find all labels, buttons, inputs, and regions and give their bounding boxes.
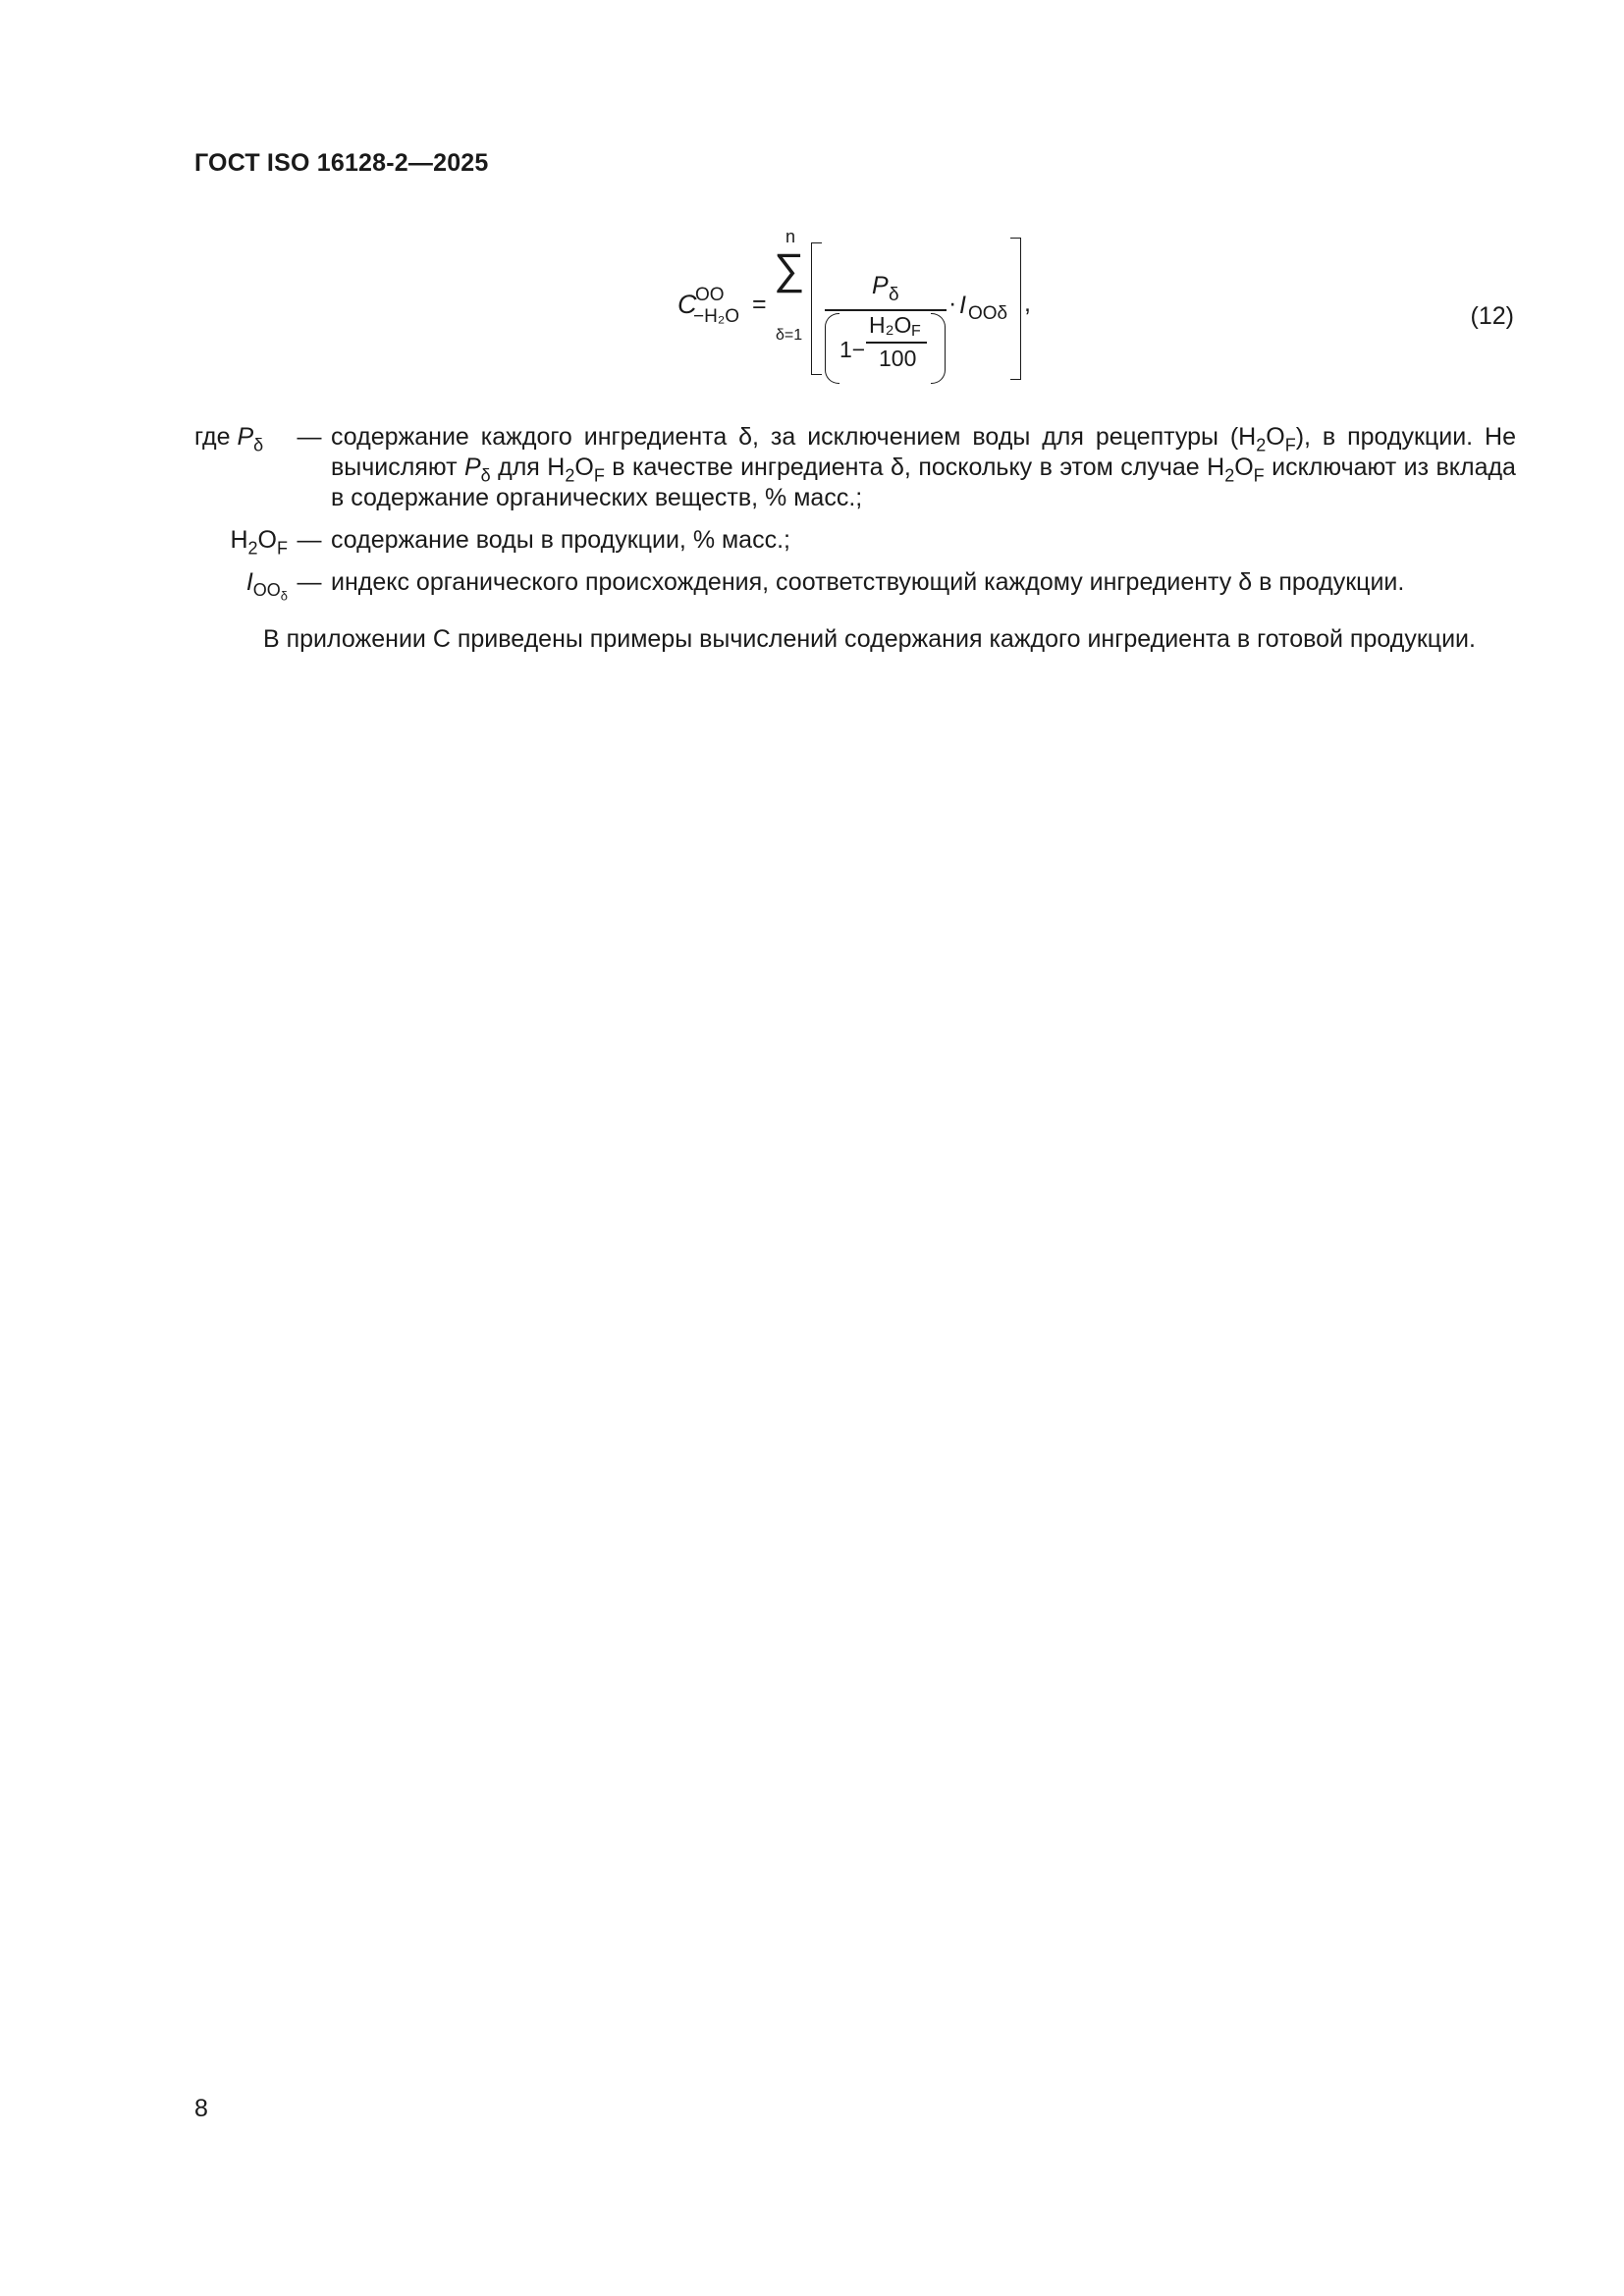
formula-lhs-superscript: OO — [695, 285, 725, 305]
multiply-dot: · — [948, 290, 957, 317]
equation-number: (12) — [1470, 302, 1514, 330]
text-part: O — [1266, 423, 1285, 451]
sum-symbol: ∑ — [774, 245, 805, 294]
term-subscript — [252, 580, 288, 604]
text-part: O — [1234, 454, 1254, 481]
formula-12 — [0, 227, 1624, 388]
left-square-bracket — [811, 242, 822, 375]
term-subscript-text: OO — [252, 580, 281, 601]
term-symbol: O — [257, 526, 277, 554]
definition-prefix: где — [194, 423, 238, 451]
factor-subscript: OOδ — [968, 303, 1008, 324]
one-minus: 1− — [839, 337, 866, 362]
definition-text: индекс органического происхождения, соответствующий каждому ингредиенту δ в продукции. — [331, 568, 1405, 596]
text-sub: δ — [480, 465, 491, 486]
factor-symbol: I — [959, 292, 966, 319]
inner-numerator-subscript: F — [911, 323, 921, 340]
definition-row — [194, 422, 1516, 513]
inner-fraction-bar — [866, 342, 927, 344]
text-part: для H — [490, 454, 566, 481]
definition-text: содержание воды в продукции, % масс.; — [331, 526, 790, 554]
text-part: содержание каждого ингредиента δ, за исключением воды для рецептуры (H — [331, 423, 1257, 451]
fraction-numerator-subscript: δ — [889, 285, 899, 305]
sum-lower-limit: δ=1 — [776, 327, 803, 344]
right-parenthesis — [931, 313, 946, 384]
text-sub: 2 — [1224, 465, 1235, 486]
text-part: ), в продукции. Не вычисляют — [331, 423, 1516, 481]
text-sub: 2 — [565, 465, 575, 486]
definition-term — [194, 567, 288, 604]
text-part: O — [574, 454, 594, 481]
page-number: 8 — [194, 2095, 208, 2122]
text-sub: F — [593, 465, 605, 486]
text-sub: F — [1253, 465, 1265, 486]
term-subscript: F — [277, 538, 288, 559]
inner-numerator: H₂O — [869, 312, 912, 338]
definition-dash: — — [297, 568, 322, 596]
formula-lhs-symbol: C — [677, 290, 697, 319]
text-sub: 2 — [1256, 435, 1267, 455]
definition-term — [194, 422, 288, 453]
text-sub: F — [1284, 435, 1296, 455]
inner-denominator: 100 — [879, 346, 917, 371]
definition-dash: — — [297, 423, 322, 451]
text-part: в качестве ингредиента δ, поскольку в этом случае H — [604, 454, 1225, 481]
sum-upper-limit: n — [785, 227, 796, 246]
term-symbol: H — [230, 526, 248, 554]
term-subscript: δ — [253, 435, 264, 455]
formula-equals: = — [752, 291, 767, 318]
formula-trailing-comma: , — [1024, 290, 1031, 317]
text-part: исключают из вклада в содержание органических веществ, % масс.; — [331, 454, 1516, 511]
definition-text — [331, 422, 1516, 513]
definition-term — [194, 525, 288, 559]
right-square-bracket — [1010, 238, 1021, 380]
term-subscript: 2 — [247, 538, 258, 559]
term-subsubscript: δ — [280, 588, 288, 604]
document-header: ГОСТ ISO 16128-2—2025 — [194, 149, 489, 177]
definition-row — [194, 525, 1516, 559]
definitions-list — [194, 422, 1516, 610]
formula-lhs-subscript: −H₂O — [693, 306, 739, 327]
term-symbol: I — [245, 568, 253, 596]
term-symbol: P — [237, 423, 254, 451]
main-fraction-bar — [825, 309, 947, 311]
body-paragraph: В приложении С приведены примеры вычислений содержания каждого ингредиента в готовой продукции. — [263, 625, 1476, 653]
fraction-numerator-symbol: P — [872, 272, 889, 299]
left-parenthesis — [825, 313, 839, 384]
text-part: P — [463, 454, 481, 481]
definition-row — [194, 567, 1516, 604]
definition-dash: — — [297, 526, 322, 554]
